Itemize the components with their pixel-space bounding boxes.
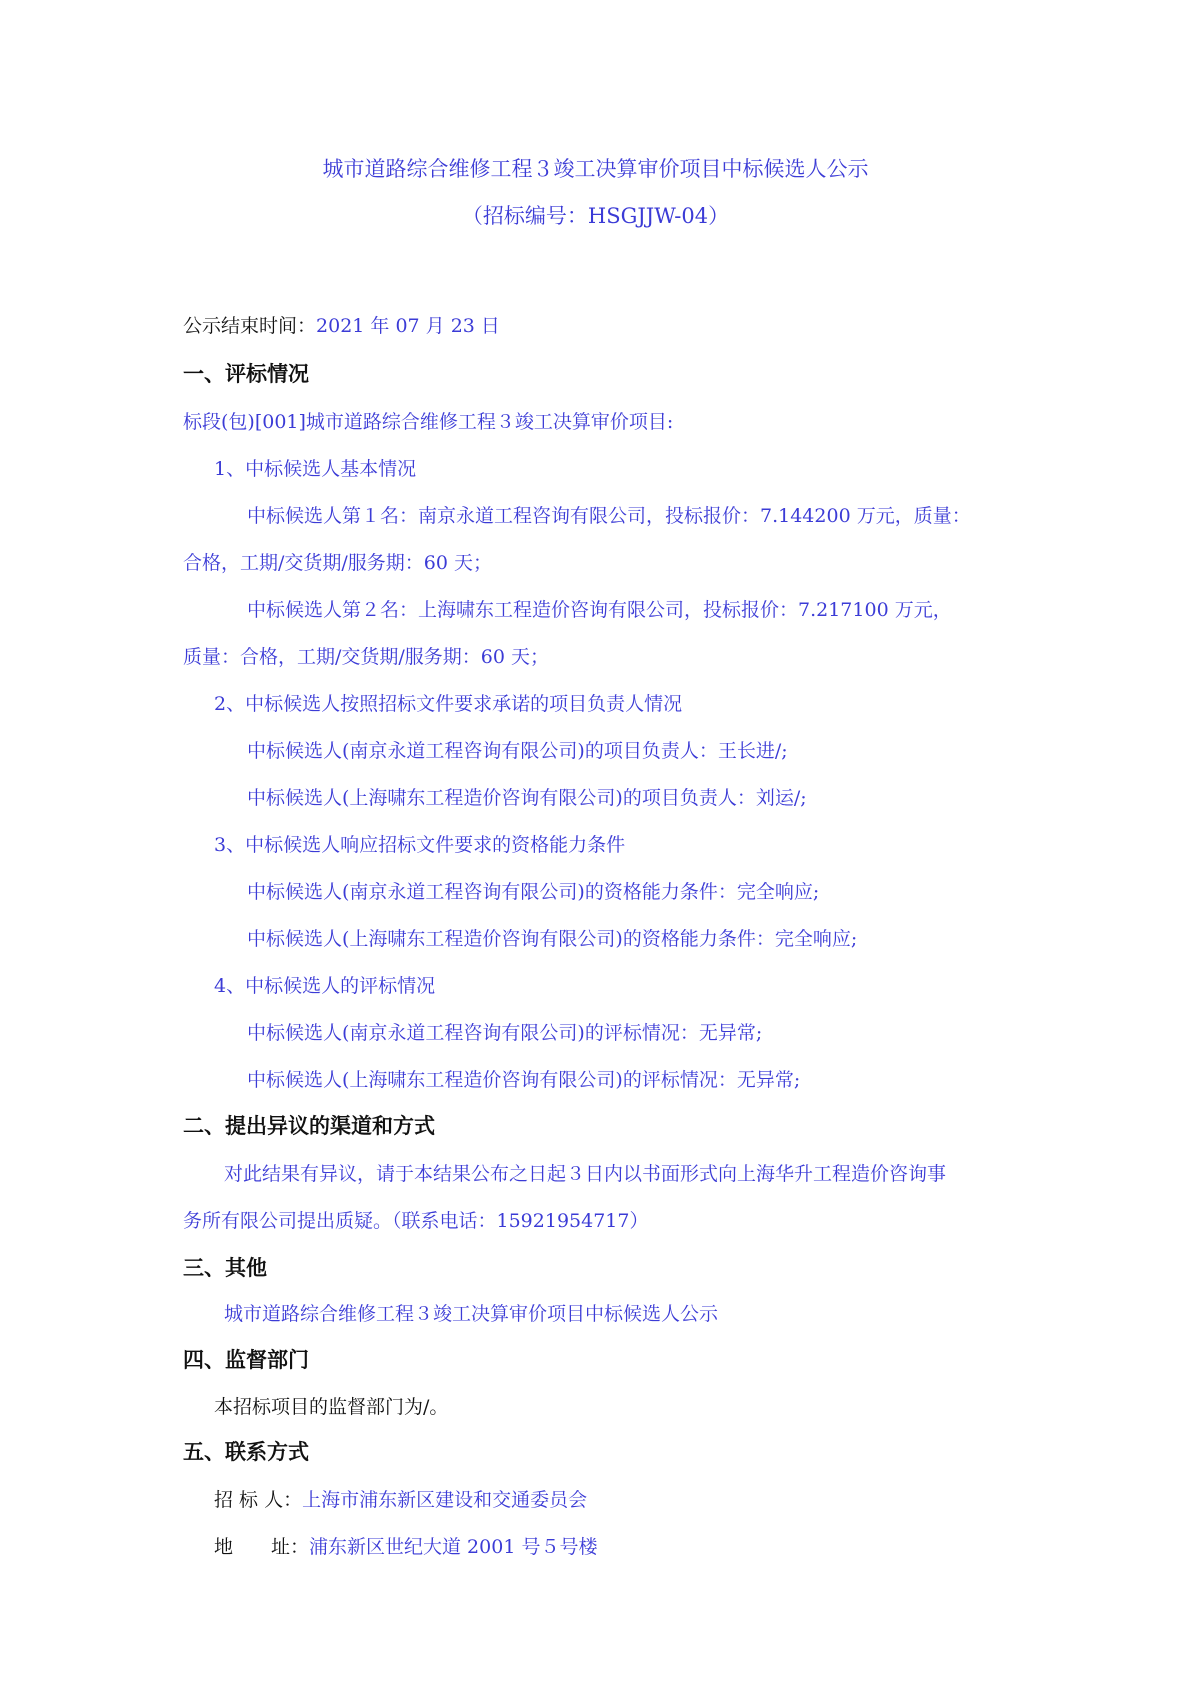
end-time-row (183, 314, 500, 338)
candidate2-line1: 中标候选人第２名：上海啸东工程造价咨询有限公司，投标报价：7.217100 万元， (247, 599, 952, 621)
tenderer-row (214, 1488, 587, 1512)
end-time-value: 2021 年 07 月 23 日 (316, 315, 500, 337)
sub4-line2: 中标候选人(上海啸东工程造价咨询有限公司)的评标情况：无异常; (247, 1069, 801, 1091)
sub2-line1: 中标候选人(南京永道工程咨询有限公司)的项目负责人：王长进/; (247, 740, 788, 762)
sub4-line1: 中标候选人(南京永道工程咨询有限公司)的评标情况：无异常; (247, 1022, 763, 1044)
sub2-line2: 中标候选人(上海啸东工程造价咨询有限公司)的项目负责人：刘运/; (247, 787, 807, 809)
address-label: 地 址： (214, 1536, 310, 1558)
other-line1: 城市道路综合维修工程３竣工决算审价项目中标候选人公示 (224, 1303, 719, 1325)
sub1-title: 1、中标候选人基本情况 (214, 458, 417, 480)
address-row (214, 1535, 597, 1559)
bid-number: （招标编号：HSGJJW-04） (461, 204, 730, 228)
objection-line1: 对此结果有异议，请于本结果公布之日起３日内以书面形式向上海华升工程造价咨询事 (224, 1163, 947, 1185)
section3-heading: 三、其他 (183, 1256, 267, 1280)
document-title: 城市道路综合维修工程３竣工决算审价项目中标候选人公示 (322, 157, 869, 181)
candidate1-line1: 中标候选人第１名：南京永道工程咨询有限公司，投标报价：7.144200 万元，质量： (247, 505, 971, 527)
supervision-line1: 本招标项目的监督部门为/。 (214, 1396, 449, 1418)
address-value: 浦东新区世纪大道 2001 号５号楼 (309, 1536, 598, 1558)
section1-heading: 一、评标情况 (183, 362, 309, 386)
sub3-line1: 中标候选人(南京永道工程咨询有限公司)的资格能力条件：完全响应; (247, 881, 820, 903)
section4-heading: 四、监督部门 (183, 1348, 309, 1372)
sub3-title: 3、中标候选人响应招标文件要求的资格能力条件 (214, 834, 626, 856)
tenderer-label: 招 标 人： (214, 1489, 303, 1511)
section2-heading: 二、提出异议的渠道和方式 (183, 1114, 435, 1138)
sub2-title: 2、中标候选人按照招标文件要求承诺的项目负责人情况 (214, 693, 683, 715)
sub4-title: 4、中标候选人的评标情况 (214, 975, 436, 997)
candidate1-line2: 合格，工期/交货期/服务期：60 天； (183, 552, 493, 574)
objection-line2: 务所有限公司提出质疑。（联系电话：15921954717） (183, 1210, 649, 1232)
lot-title: 标段(包)[001]城市道路综合维修工程３竣工决算审价项目: (183, 411, 674, 433)
section5-heading: 五、联系方式 (183, 1440, 309, 1464)
end-time-label: 公示结束时间： (183, 315, 317, 337)
candidate2-line2: 质量：合格，工期/交货期/服务期：60 天； (183, 646, 550, 668)
sub3-line2: 中标候选人(上海啸东工程造价咨询有限公司)的资格能力条件：完全响应; (247, 928, 858, 950)
tenderer-value: 上海市浦东新区建设和交通委员会 (302, 1489, 588, 1511)
